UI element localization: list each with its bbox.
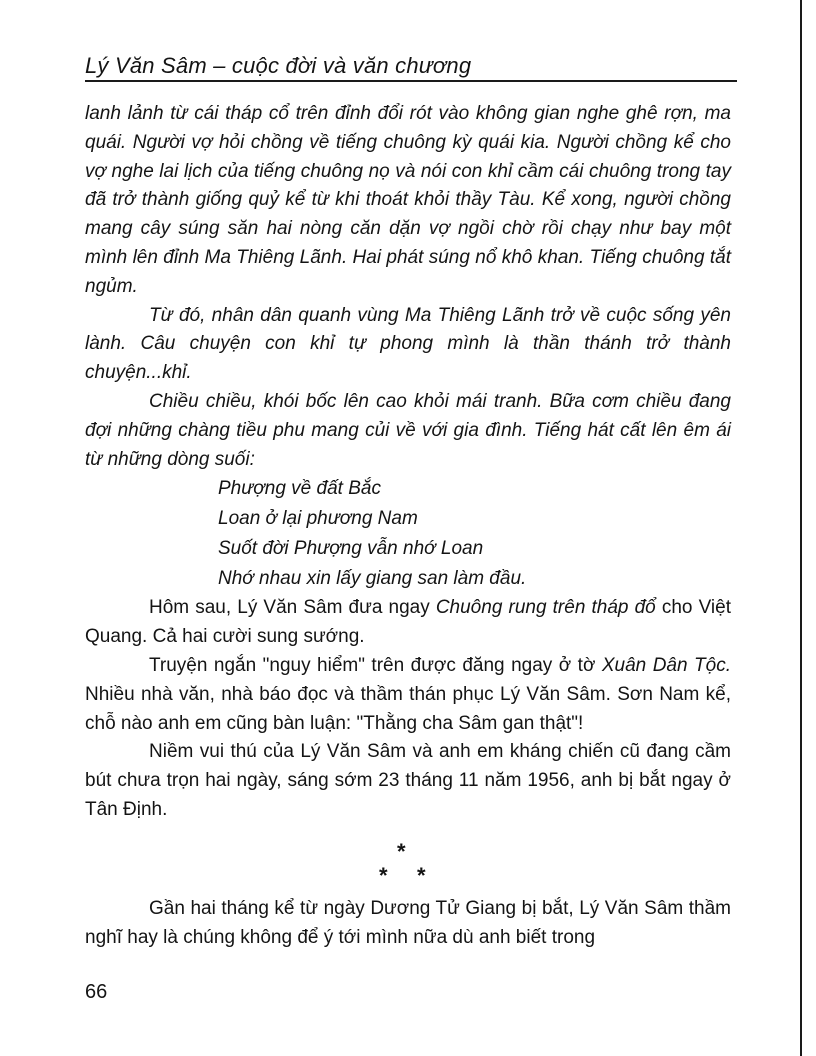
header-rule (85, 80, 737, 82)
poem-line-2: Loan ở lại phương Nam (218, 508, 418, 530)
running-header: Lý Văn Sâm – cuộc đời và văn chương (85, 53, 472, 78)
poem-block (85, 474, 731, 594)
paragraph-3: Chiều chiều, khói bốc lên cao khỏi mái tranh. Bữa cơm chiều đang đợi những chàng tiều phu mang củi về với gia đình. Tiếng hát cất lên êm ái từ những dòng suối: (85, 390, 731, 470)
paragraph-6: Niềm vui thú của Lý Văn Sâm và anh em kháng chiến cũ đang cầm bút chưa trọn hai ngày, sáng sớm 23 tháng 11 năm 1956, anh bị bắt ngay ở Tân Định. (85, 741, 731, 820)
newspaper-title: Xuân Dân Tộc. (601, 654, 731, 676)
paragraph-2: Từ đó, nhân dân quanh vùng Ma Thiêng Lãnh trở về cuộc sống yên lành. Câu chuyện con khỉ tự phong mình là thần thánh trở thành chuyện...khỉ. (85, 304, 731, 384)
page-body (85, 100, 731, 952)
poem-line-4: Nhớ nhau xin lấy giang san làm đầu. (218, 568, 527, 590)
separator-star-top: * (397, 838, 406, 864)
page-edge-rule (800, 0, 802, 1056)
page-number: 66 (85, 981, 108, 1003)
story-title: Chuông rung trên tháp đổ (435, 597, 656, 619)
paragraph-5-text-a: Truyện ngắn "nguy hiểm" trên được đăng ngay ở tờ (149, 654, 602, 676)
paragraph-5 (85, 652, 731, 738)
section-separator (85, 827, 731, 895)
paragraph-5-text-b: Nhiều nhà văn, nhà báo đọc và thầm thán phục Lý Văn Sâm. Sơn Nam kể, chỗ nào anh em cũng bàn luận: "Thằng cha Sâm gan thật"! (85, 683, 731, 734)
poem-line-3: Suốt đời Phượng vẫn nhớ Loan (218, 538, 484, 560)
paragraph-7: Gần hai tháng kể từ ngày Dương Tử Giang bị bắt, Lý Văn Sâm thầm nghĩ hay là chúng không để ý tới mình nữa dù anh biết trong (85, 897, 731, 948)
paragraph-4 (85, 594, 731, 652)
paragraph-1: lanh lảnh từ cái tháp cổ trên đỉnh đổi rót vào không gian nghe ghê rợn, ma quái. Người vợ hỏi chồng về tiếng chuông kỳ quái kia. Người chồng kể cho vợ nghe lai lịch của tiếng chuông nọ và nói con khỉ cầm cái chuông trong tay đã trở thành giống quỷ kể từ khi thoát khỏi thầy Tàu. Kể xong, người chồng mang cây súng săn hai nòng căn dặn vợ ngồi chờ rồi chạy như bay một mình lên đỉnh Ma Thiêng Lãnh. Hai phát súng nổ khô khan. Tiếng chuông tắt ngủm. (85, 103, 731, 297)
paragraph-4-text-a: Hôm sau, Lý Văn Sâm đưa ngay (149, 597, 436, 619)
poem-line-1: Phượng về đất Bắc (218, 478, 381, 500)
separator-star-right: * (417, 862, 426, 888)
separator-star-left: * (379, 862, 388, 888)
paragraph-4-text-b: cho Việt Quang. Cả hai cười sung sướng. (85, 597, 731, 648)
